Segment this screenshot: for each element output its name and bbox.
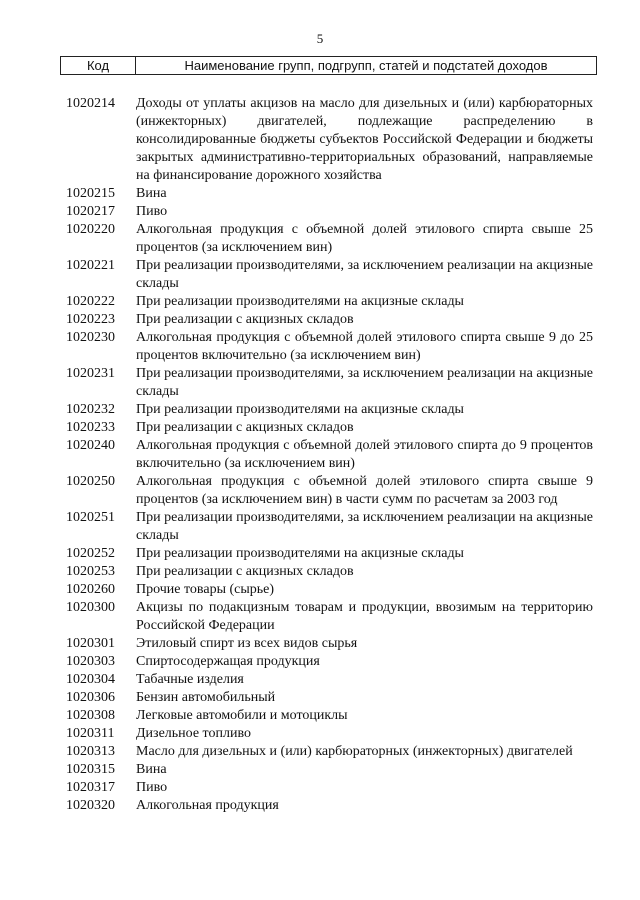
revenue-name: При реализации с акцизных складов — [136, 312, 354, 327]
table-row — [66, 509, 593, 545]
revenue-code: 1020311 — [66, 726, 115, 741]
revenue-name: Масло для дизельных и (или) карбюраторных (инжекторных) двигателей — [136, 744, 573, 759]
table-row — [66, 725, 593, 743]
revenue-name: Пиво — [136, 204, 168, 219]
table-row — [66, 311, 593, 329]
table-row — [66, 779, 593, 797]
revenue-code: 1020230 — [66, 330, 115, 345]
revenue-name: Алкогольная продукция с объемной долей этилового спирта свыше 9 до 25 процентов включительно (за исключением вин) — [136, 330, 593, 363]
table-row — [66, 221, 593, 257]
revenue-code: 1020253 — [66, 564, 115, 579]
table-row — [66, 797, 593, 815]
revenue-code: 1020300 — [66, 600, 115, 615]
code-column-header: Код — [61, 57, 136, 74]
revenue-name: Вина — [136, 186, 167, 201]
table-row — [66, 293, 593, 311]
table-row — [66, 329, 593, 365]
revenue-code: 1020317 — [66, 780, 115, 795]
revenue-code: 1020304 — [66, 672, 115, 687]
table-header — [60, 56, 597, 75]
revenue-code: 1020217 — [66, 204, 115, 219]
table-row — [66, 563, 593, 581]
revenue-code: 1020251 — [66, 510, 115, 525]
table-row — [66, 185, 593, 203]
table-row — [66, 437, 593, 473]
table-row — [66, 743, 593, 761]
revenue-name: Алкогольная продукция — [136, 798, 279, 813]
revenue-code: 1020301 — [66, 636, 115, 651]
table-row — [66, 599, 593, 635]
revenue-code: 1020252 — [66, 546, 115, 561]
revenue-name: При реализации производителями, за исключением реализации на акцизные склады — [136, 510, 593, 543]
revenue-name: Прочие товары (сырье) — [136, 582, 275, 597]
table-row — [66, 761, 593, 779]
revenue-code: 1020214 — [66, 96, 115, 111]
table-row — [66, 365, 593, 401]
revenue-code-list — [66, 95, 593, 815]
revenue-name: При реализации с акцизных складов — [136, 420, 354, 435]
revenue-name: При реализации с акцизных складов — [136, 564, 354, 579]
table-row — [66, 707, 593, 725]
table-row — [66, 545, 593, 563]
revenue-code: 1020231 — [66, 366, 115, 381]
revenue-code: 1020250 — [66, 474, 115, 489]
table-row — [66, 95, 593, 185]
revenue-name: Дизельное топливо — [136, 726, 251, 741]
revenue-code: 1020303 — [66, 654, 115, 669]
page-number: 5 — [316, 31, 324, 46]
table-row — [66, 203, 593, 221]
revenue-code: 1020313 — [66, 744, 115, 759]
revenue-code: 1020308 — [66, 708, 115, 723]
revenue-code: 1020220 — [66, 222, 115, 237]
table-row — [66, 401, 593, 419]
revenue-name: Алкогольная продукция с объемной долей этилового спирта до 9 процентов включительно (за исключением вин) — [136, 438, 593, 471]
revenue-code: 1020233 — [66, 420, 115, 435]
table-row — [66, 473, 593, 509]
table-row — [66, 257, 593, 293]
revenue-code: 1020260 — [66, 582, 115, 597]
revenue-name: Вина — [136, 762, 167, 777]
table-row — [66, 419, 593, 437]
revenue-name: Табачные изделия — [136, 672, 244, 687]
revenue-name: Спиртосодержащая продукция — [136, 654, 320, 669]
revenue-code: 1020232 — [66, 402, 115, 417]
revenue-name: При реализации производителями, за исключением реализации на акцизные склады — [136, 258, 593, 291]
revenue-name: При реализации производителями, за исключением реализации на акцизные склады — [136, 366, 593, 399]
revenue-name: При реализации производителями на акцизные склады — [136, 402, 464, 417]
revenue-name: Алкогольная продукция с объемной долей этилового спирта свыше 9 процентов (за исключением вин) в части сумм по расчетам за 2003 год — [136, 474, 593, 507]
revenue-code: 1020215 — [66, 186, 115, 201]
table-row — [66, 635, 593, 653]
revenue-name: Бензин автомобильный — [136, 690, 276, 705]
revenue-name: При реализации производителями на акцизные склады — [136, 546, 464, 561]
table-row — [66, 581, 593, 599]
name-column-header: Наименование групп, подгрупп, статей и подстатей доходов — [184, 58, 548, 73]
revenue-code: 1020221 — [66, 258, 115, 273]
table-row — [66, 671, 593, 689]
revenue-name: Доходы от уплаты акцизов на масло для дизельных и (или) карбюраторных (инжекторных) двигателей, подлежащие распределению в консолидированные бюджеты субъектов Российской Федерации и бюджеты закрытых административно-территориальных образований, направляемые на финансирование дорожного хозяйства — [136, 96, 593, 183]
revenue-code: 1020320 — [66, 798, 115, 813]
revenue-code: 1020223 — [66, 312, 115, 327]
revenue-name: Пиво — [136, 780, 168, 795]
revenue-name: Алкогольная продукция с объемной долей этилового спирта свыше 25 процентов (за исключением вин) — [136, 222, 593, 255]
revenue-name: Этиловый спирт из всех видов сырья — [136, 636, 358, 651]
revenue-code: 1020315 — [66, 762, 115, 777]
revenue-name: Легковые автомобили и мотоциклы — [136, 708, 348, 723]
revenue-code: 1020222 — [66, 294, 115, 309]
revenue-name: При реализации производителями на акцизные склады — [136, 294, 464, 309]
table-row — [66, 689, 593, 707]
revenue-code: 1020306 — [66, 690, 115, 705]
revenue-code: 1020240 — [66, 438, 115, 453]
revenue-name: Акцизы по подакцизным товарам и продукции, ввозимым на территорию Российской Федерации — [136, 600, 593, 633]
table-row — [66, 653, 593, 671]
